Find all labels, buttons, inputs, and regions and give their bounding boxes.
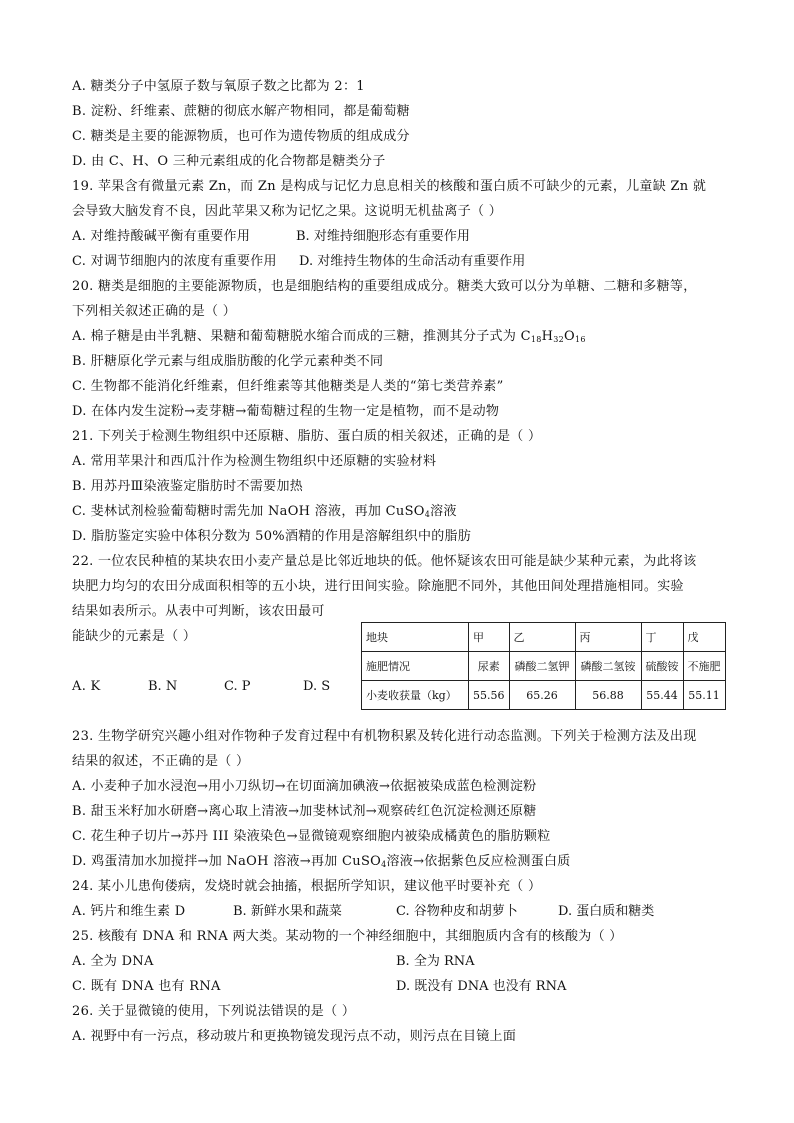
q20-option-c: C. 生物都不能消化纤维素，但纤维素等其他糖类是人类的“第七类营养素” bbox=[72, 379, 504, 394]
table-cell: 甲 bbox=[469, 623, 510, 652]
q23-stem-line2: 结果的叙述，不正确的是（ ） bbox=[72, 754, 250, 769]
table-cell: 戊 bbox=[683, 623, 725, 652]
table-row-header bbox=[362, 623, 726, 652]
q26-stem: 26. 关于显微镜的使用，下列说法错误的是（ ） bbox=[72, 1004, 356, 1019]
table-cell: 地块 bbox=[362, 623, 469, 652]
table-cell: 56.88 bbox=[575, 681, 641, 710]
q24-stem: 24. 某小儿患佝偻病，发烧时就会抽搐，根据所学知识，建议他平时要补充（ ） bbox=[72, 879, 542, 894]
q21-option-b: B. 用苏丹Ⅲ染液鉴定脂肪时不需要加热 bbox=[72, 479, 304, 494]
q18-option-c: C. 糖类是主要的能源物质，也可作为遗传物质的组成成分 bbox=[72, 129, 410, 144]
q25-option-a: A. 全为 DNA bbox=[72, 954, 154, 969]
table-cell: 尿素 bbox=[469, 652, 510, 681]
q23-option-b: B. 甜玉米籽加水研磨→离心取上清液→加斐林试剂→观察砖红色沉淀检测还原糖 bbox=[72, 804, 537, 819]
q24-option-d: D. 蛋白质和糖类 bbox=[558, 904, 655, 919]
q25-option-b: B. 全为 RNA bbox=[396, 954, 475, 969]
table-cell: 丙 bbox=[575, 623, 641, 652]
table-cell: 磷酸二氢钾 bbox=[509, 652, 575, 681]
q26-option-a: A. 视野中有一污点，移动玻片和更换物镜发现污点不动，则污点在目镜上面 bbox=[72, 1029, 517, 1044]
q20-option-b: B. 肝糖原化学元素与组成脂肪酸的化学元素种类不同 bbox=[72, 354, 384, 369]
table-cell: 小麦收获量（kg） bbox=[362, 681, 469, 710]
q18-option-b: B. 淀粉、纤维素、蔗糖的彻底水解产物相同，都是葡萄糖 bbox=[72, 104, 410, 119]
q22-option-a: A. K bbox=[72, 679, 101, 694]
q21-stem: 21. 下列关于检测生物组织中还原糖、脂肪、蛋白质的相关叙述，正确的是（ ） bbox=[72, 429, 542, 444]
q22-option-c: C. P bbox=[224, 679, 251, 694]
q25-option-d: D. 既没有 DNA 也没有 RNA bbox=[396, 979, 567, 994]
q23-option-d: D. 鸡蛋清加水加搅拌→加 NaOH 溶液→再加 CuSO$_4$溶液→依据紫色反应检测蛋白质 bbox=[72, 854, 571, 869]
q19-option-a: A. 对维持酸碱平衡有重要作用 bbox=[72, 229, 251, 244]
q22-option-d: D. S bbox=[303, 679, 331, 694]
table-cell: 丁 bbox=[641, 623, 683, 652]
q22-stem-line3: 结果如表所示。从表中可判断，该农田最可 bbox=[72, 604, 325, 619]
q18-option-d: D. 由 C、H、O 三种元素组成的化合物都是糖类分子 bbox=[72, 154, 386, 169]
q20-option-d: D. 在体内发生淀粉→麦芽糖→葡萄糖过程的生物一定是植物，而不是动物 bbox=[72, 404, 500, 419]
q18-option-a: A. 糖类分子中氢原子数与氧原子数之比都为 2：1 bbox=[72, 79, 365, 94]
q19-option-c: C. 对调节细胞内的浓度有重要作用 bbox=[72, 254, 277, 269]
q22-stem-line1: 22. 一位农民种植的某块农田小麦产量总是比邻近地块的低。他怀疑该农田可能是缺少某种元素，为此将该 bbox=[72, 554, 697, 569]
q19-option-d: D. 对维持生物体的生命活动有重要作用 bbox=[299, 254, 526, 269]
q25-option-c: C. 既有 DNA 也有 RNA bbox=[72, 979, 221, 994]
q20-option-a: A. 棉子糖是由半乳糖、果糖和葡萄糖脱水缩合而成的三糖，推测其分子式为 $C_{18}H_{32}O_{16}$ bbox=[72, 329, 586, 344]
q19-option-b: B. 对维持细胞形态有重要作用 bbox=[296, 229, 470, 244]
q22-stem-line2: 块肥力均匀的农田分成面积相等的五小块，进行田间实验。除施肥不同外，其他田间处理措施相同。实验 bbox=[72, 579, 684, 594]
q22-option-b: B. N bbox=[148, 679, 178, 694]
q21-option-d: D. 脂肪鉴定实验中体积分数为 50%酒精的作用是溶解组织中的脂肪 bbox=[72, 529, 472, 544]
table-cell: 不施肥 bbox=[683, 652, 725, 681]
table-cell: 硫酸铵 bbox=[641, 652, 683, 681]
table-row-yield bbox=[362, 681, 726, 710]
table-cell: 55.44 bbox=[641, 681, 683, 710]
table-cell: 磷酸二氢铵 bbox=[575, 652, 641, 681]
q20-stem-line2: 下列相关叙述正确的是（ ） bbox=[72, 304, 237, 319]
table-cell: 65.26 bbox=[509, 681, 575, 710]
q25-stem: 25. 核酸有 DNA 和 RNA 两大类。某动物的一个神经细胞中，其细胞质内含有的核酸为（ ） bbox=[72, 929, 623, 944]
table-cell: 乙 bbox=[509, 623, 575, 652]
q22-stem-line4: 能缺少的元素是（ ） bbox=[72, 629, 197, 644]
table-cell: 55.56 bbox=[469, 681, 510, 710]
q24-option-c: C. 谷物种皮和胡萝卜 bbox=[396, 904, 518, 919]
q19-stem-line1: 19. 苹果含有微量元素 Zn，而 Zn 是构成与记忆力息息相关的核酸和蛋白质不可缺少的元素，儿童缺 Zn 就 bbox=[72, 179, 707, 194]
table-cell: 施肥情况 bbox=[362, 652, 469, 681]
q21-option-a: A. 常用苹果汁和西瓜汁作为检测生物组织中还原糖的实验材料 bbox=[72, 454, 437, 469]
q20-stem-line1: 20. 糖类是细胞的主要能源物质，也是细胞结构的重要组成成分。糖类大致可以分为单糖、二糖和多糖等， bbox=[72, 279, 697, 294]
q23-stem-line1: 23. 生物学研究兴趣小组对作物种子发育过程中有机物积累及转化进行动态监测。下列关于检测方法及出现 bbox=[72, 729, 697, 744]
q21-option-c: C. 斐林试剂检验葡萄糖时需先加 NaOH 溶液，再加 CuSO$_4$溶液 bbox=[72, 504, 457, 519]
q19-stem-line2: 会导致大脑发育不良，因此苹果又称为记忆之果。这说明无机盐离子（ ） bbox=[72, 204, 503, 219]
q23-option-c: C. 花生种子切片→苏丹 III 染液染色→显微镜观察细胞内被染成橘黄色的脂肪颗粒 bbox=[72, 829, 551, 844]
table-cell: 55.11 bbox=[683, 681, 725, 710]
q24-option-b: B. 新鲜水果和蔬菜 bbox=[233, 904, 342, 919]
q24-option-a: A. 钙片和维生素 D bbox=[72, 904, 186, 919]
fertilizer-table bbox=[361, 622, 726, 710]
q23-option-a: A. 小麦种子加水浸泡→用小刀纵切→在切面滴加碘液→依据被染成蓝色检测淀粉 bbox=[72, 779, 537, 794]
table-row-fertilizer bbox=[362, 652, 726, 681]
